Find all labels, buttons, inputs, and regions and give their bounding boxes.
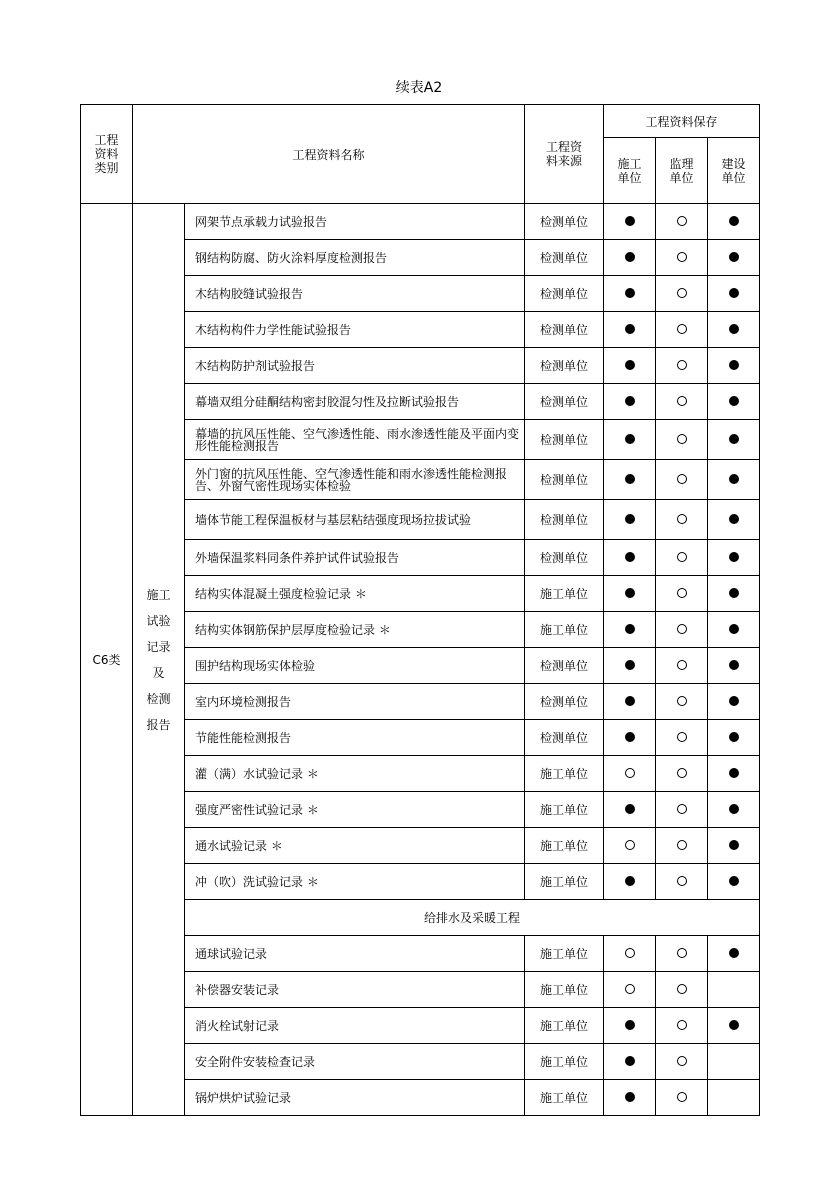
record-name: 网架节点承载力试验报告	[185, 204, 525, 240]
hollow-circle-icon	[677, 324, 687, 334]
filled-circle-icon	[625, 588, 635, 598]
filled-circle-icon	[729, 434, 739, 444]
record-source: 施工单位	[525, 1008, 604, 1044]
record-source: 检测单位	[525, 684, 604, 720]
group-label-line: 施工	[146, 587, 171, 602]
record-source: 检测单位	[525, 460, 604, 500]
record-source: 施工单位	[525, 972, 604, 1008]
keep-mark-cell	[708, 420, 760, 460]
hollow-circle-icon	[677, 876, 687, 886]
filled-circle-icon	[729, 588, 739, 598]
record-name: 外门窗的抗风压性能、空气渗透性能和雨水渗透性能检测报告、外窗气密性现场实体检验	[185, 460, 525, 500]
record-name: 幕墙双组分硅酮结构密封胶混匀性及拉断试验报告	[185, 384, 525, 420]
keep-mark-cell	[604, 1044, 656, 1080]
keep-mark-cell	[604, 684, 656, 720]
keep-mark-cell	[708, 576, 760, 612]
hollow-circle-icon	[677, 396, 687, 406]
hollow-circle-icon	[677, 288, 687, 298]
header-unit-supervision	[656, 138, 708, 204]
keep-mark-cell	[604, 648, 656, 684]
keep-mark-cell	[604, 612, 656, 648]
hollow-circle-icon	[677, 660, 687, 670]
filled-circle-icon	[625, 216, 635, 226]
keep-mark-cell	[656, 1008, 708, 1044]
hollow-circle-icon	[677, 768, 687, 778]
keep-mark-cell	[604, 828, 656, 864]
record-source: 施工单位	[525, 864, 604, 900]
header-category-label: 工程资料类别	[94, 133, 119, 175]
filled-circle-icon	[729, 948, 739, 958]
table-row	[81, 204, 760, 240]
filled-circle-icon	[625, 434, 635, 444]
keep-mark-cell	[604, 1080, 656, 1116]
record-source: 检测单位	[525, 720, 604, 756]
filled-circle-icon	[729, 514, 739, 524]
hollow-circle-icon	[677, 514, 687, 524]
record-source: 检测单位	[525, 276, 604, 312]
keep-mark-cell	[708, 204, 760, 240]
hollow-circle-icon	[677, 984, 687, 994]
record-name: 结构实体混凝土强度检验记录 ＊	[185, 576, 525, 612]
header-unit-label: 施工单位	[617, 156, 642, 185]
keep-mark-cell	[656, 276, 708, 312]
keep-mark-cell	[708, 500, 760, 540]
hollow-circle-icon	[677, 552, 687, 562]
record-name: 室内环境检测报告	[185, 684, 525, 720]
keep-mark-cell	[604, 540, 656, 576]
keep-mark-cell	[604, 312, 656, 348]
keep-mark-cell	[604, 420, 656, 460]
filled-circle-icon	[729, 252, 739, 262]
record-name: 补偿器安装记录	[185, 972, 525, 1008]
filled-circle-icon	[729, 324, 739, 334]
filled-circle-icon	[625, 288, 635, 298]
filled-circle-icon	[729, 360, 739, 370]
keep-mark-cell	[656, 792, 708, 828]
filled-circle-icon	[729, 768, 739, 778]
filled-circle-icon	[625, 876, 635, 886]
record-name: 灌（满）水试验记录 ＊	[185, 756, 525, 792]
record-source: 施工单位	[525, 828, 604, 864]
keep-mark-cell	[708, 648, 760, 684]
keep-mark-cell	[656, 828, 708, 864]
keep-mark-cell	[656, 204, 708, 240]
hollow-circle-icon	[677, 474, 687, 484]
record-name: 通球试验记录	[185, 936, 525, 972]
filled-circle-icon	[625, 396, 635, 406]
keep-mark-cell	[604, 1008, 656, 1044]
hollow-circle-icon	[677, 624, 687, 634]
filled-circle-icon	[729, 216, 739, 226]
hollow-circle-icon	[677, 1020, 687, 1030]
keep-mark-cell	[656, 648, 708, 684]
record-name: 围护结构现场实体检验	[185, 648, 525, 684]
filled-circle-icon	[729, 876, 739, 886]
record-source: 检测单位	[525, 500, 604, 540]
filled-circle-icon	[729, 696, 739, 706]
record-source: 检测单位	[525, 384, 604, 420]
header-source-label: 工程资料来源	[546, 140, 583, 168]
keep-mark-cell	[656, 1080, 708, 1116]
category-cell: C6类	[81, 204, 133, 1116]
filled-circle-icon	[729, 840, 739, 850]
hollow-circle-icon	[677, 948, 687, 958]
record-source: 施工单位	[525, 612, 604, 648]
keep-mark-cell	[708, 460, 760, 500]
hollow-circle-icon	[625, 948, 635, 958]
keep-mark-cell	[656, 1044, 708, 1080]
keep-mark-cell	[604, 240, 656, 276]
record-source: 检测单位	[525, 540, 604, 576]
record-name: 节能性能检测报告	[185, 720, 525, 756]
hollow-circle-icon	[677, 732, 687, 742]
keep-mark-cell	[656, 684, 708, 720]
filled-circle-icon	[729, 660, 739, 670]
record-source: 检测单位	[525, 312, 604, 348]
record-source: 施工单位	[525, 936, 604, 972]
record-source: 施工单位	[525, 1080, 604, 1116]
keep-mark-cell	[656, 756, 708, 792]
keep-mark-cell	[708, 1044, 760, 1080]
record-source: 施工单位	[525, 576, 604, 612]
hollow-circle-icon	[677, 1092, 687, 1102]
header-unit-construction	[604, 138, 656, 204]
keep-mark-cell	[656, 936, 708, 972]
keep-mark-cell	[656, 384, 708, 420]
header-category	[81, 105, 133, 204]
keep-mark-cell	[708, 720, 760, 756]
hollow-circle-icon	[625, 840, 635, 850]
filled-circle-icon	[729, 288, 739, 298]
hollow-circle-icon	[677, 804, 687, 814]
keep-mark-cell	[708, 276, 760, 312]
group-label-line: 报告	[146, 717, 171, 732]
record-name: 外墙保温浆料同条件养护试件试验报告	[185, 540, 525, 576]
hollow-circle-icon	[677, 252, 687, 262]
filled-circle-icon	[625, 324, 635, 334]
filled-circle-icon	[625, 624, 635, 634]
filled-circle-icon	[625, 474, 635, 484]
keep-mark-cell	[708, 1008, 760, 1044]
keep-mark-cell	[708, 612, 760, 648]
keep-mark-cell	[604, 500, 656, 540]
filled-circle-icon	[729, 396, 739, 406]
hollow-circle-icon	[625, 768, 635, 778]
keep-mark-cell	[604, 864, 656, 900]
keep-mark-cell	[656, 312, 708, 348]
keep-mark-cell	[604, 756, 656, 792]
record-source: 施工单位	[525, 1044, 604, 1080]
group-label-line: 检测	[146, 691, 171, 706]
group-label-cell	[133, 204, 185, 1116]
keep-mark-cell	[656, 612, 708, 648]
header-source	[525, 105, 604, 204]
filled-circle-icon	[625, 1092, 635, 1102]
header-name: 工程资料名称	[133, 105, 525, 204]
record-name: 墙体节能工程保温板材与基层粘结强度现场拉拔试验	[185, 500, 525, 540]
record-source: 施工单位	[525, 792, 604, 828]
keep-mark-cell	[604, 792, 656, 828]
filled-circle-icon	[625, 252, 635, 262]
keep-mark-cell	[708, 864, 760, 900]
keep-mark-cell	[604, 576, 656, 612]
keep-mark-cell	[708, 936, 760, 972]
record-name: 锅炉烘炉试验记录	[185, 1080, 525, 1116]
keep-mark-cell	[708, 540, 760, 576]
filled-circle-icon	[729, 732, 739, 742]
header-unit-owner	[708, 138, 760, 204]
keep-mark-cell	[708, 240, 760, 276]
filled-circle-icon	[625, 360, 635, 370]
header-unit-label: 建设单位	[721, 156, 746, 185]
hollow-circle-icon	[677, 434, 687, 444]
hollow-circle-icon	[677, 1056, 687, 1066]
keep-mark-cell	[656, 720, 708, 756]
hollow-circle-icon	[677, 588, 687, 598]
keep-mark-cell	[708, 1080, 760, 1116]
keep-mark-cell	[656, 864, 708, 900]
hollow-circle-icon	[625, 984, 635, 994]
keep-mark-cell	[656, 500, 708, 540]
filled-circle-icon	[625, 1056, 635, 1066]
record-name: 冲（吹）洗试验记录 ＊	[185, 864, 525, 900]
filled-circle-icon	[625, 514, 635, 524]
record-name: 强度严密性试验记录 ＊	[185, 792, 525, 828]
keep-mark-cell	[708, 828, 760, 864]
hollow-circle-icon	[677, 840, 687, 850]
keep-mark-cell	[708, 348, 760, 384]
keep-mark-cell	[604, 384, 656, 420]
filled-circle-icon	[729, 624, 739, 634]
filled-circle-icon	[625, 660, 635, 670]
keep-mark-cell	[708, 972, 760, 1008]
group-label-line: 试验	[146, 613, 171, 628]
keep-mark-cell	[656, 972, 708, 1008]
filled-circle-icon	[625, 732, 635, 742]
keep-mark-cell	[604, 276, 656, 312]
keep-mark-cell	[708, 792, 760, 828]
filled-circle-icon	[625, 804, 635, 814]
hollow-circle-icon	[677, 360, 687, 370]
record-name: 安全附件安装检查记录	[185, 1044, 525, 1080]
keep-mark-cell	[604, 460, 656, 500]
filled-circle-icon	[625, 1020, 635, 1030]
record-name: 结构实体钢筋保护层厚度检验记录 ＊	[185, 612, 525, 648]
record-name: 木结构构件力学性能试验报告	[185, 312, 525, 348]
filled-circle-icon	[625, 696, 635, 706]
hollow-circle-icon	[677, 696, 687, 706]
record-source: 施工单位	[525, 756, 604, 792]
keep-mark-cell	[656, 240, 708, 276]
record-name: 幕墙的抗风压性能、空气渗透性能、雨水渗透性能及平面内变形性能检测报告	[185, 420, 525, 460]
keep-mark-cell	[604, 348, 656, 384]
record-name: 消火栓试射记录	[185, 1008, 525, 1044]
record-source: 检测单位	[525, 420, 604, 460]
keep-mark-cell	[708, 384, 760, 420]
record-source: 检测单位	[525, 240, 604, 276]
keep-mark-cell	[656, 348, 708, 384]
group-label-line: 及	[152, 665, 165, 680]
keep-mark-cell	[656, 460, 708, 500]
filled-circle-icon	[729, 1020, 739, 1030]
keep-mark-cell	[604, 972, 656, 1008]
filled-circle-icon	[625, 552, 635, 562]
record-name: 木结构胶缝试验报告	[185, 276, 525, 312]
record-source: 检测单位	[525, 348, 604, 384]
filled-circle-icon	[729, 474, 739, 484]
keep-mark-cell	[604, 936, 656, 972]
header-keep: 工程资料保存	[604, 105, 760, 138]
record-source: 检测单位	[525, 204, 604, 240]
section-subheader: 给排水及采暖工程	[185, 900, 760, 936]
keep-mark-cell	[656, 420, 708, 460]
keep-mark-cell	[656, 540, 708, 576]
hollow-circle-icon	[677, 216, 687, 226]
keep-mark-cell	[708, 684, 760, 720]
record-name: 钢结构防腐、防火涂料厚度检测报告	[185, 240, 525, 276]
record-source: 检测单位	[525, 648, 604, 684]
header-unit-label: 监理单位	[669, 156, 694, 185]
keep-mark-cell	[656, 576, 708, 612]
keep-mark-cell	[604, 204, 656, 240]
group-label-line: 记录	[146, 639, 171, 654]
record-name: 通水试验记录 ＊	[185, 828, 525, 864]
keep-mark-cell	[708, 312, 760, 348]
filled-circle-icon	[729, 804, 739, 814]
records-table	[80, 104, 760, 1116]
record-name: 木结构防护剂试验报告	[185, 348, 525, 384]
table-title: 续表A2	[395, 80, 443, 96]
keep-mark-cell	[604, 720, 656, 756]
keep-mark-cell	[708, 756, 760, 792]
filled-circle-icon	[729, 552, 739, 562]
